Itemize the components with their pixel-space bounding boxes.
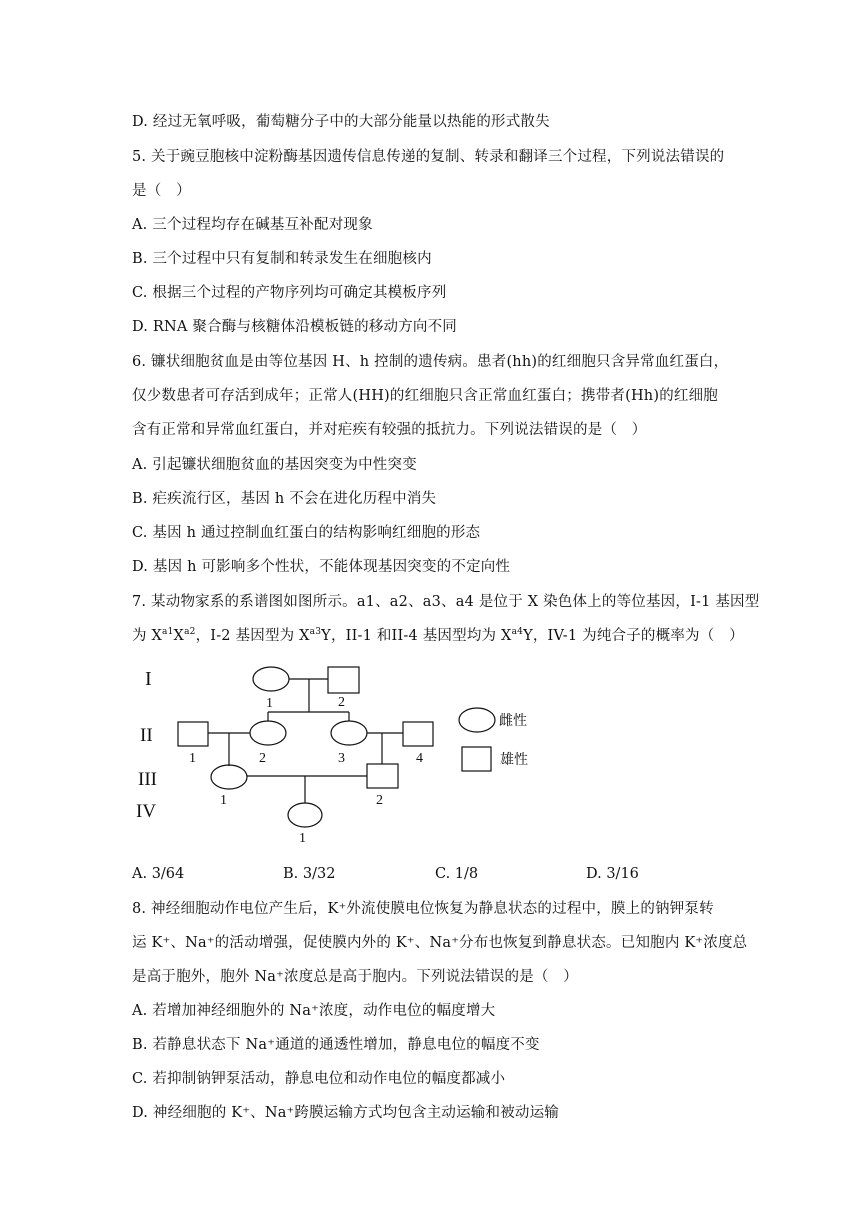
legend-male-label: 雄性 — [500, 752, 528, 768]
q7-allele-superscript-3: a3 — [309, 627, 322, 637]
q4-option-d: D. 经过无氧呼吸，葡萄糖分子中的大部分能量以热能的形式散失 — [132, 114, 550, 130]
male-iii-2 — [367, 764, 398, 788]
q5-option-d: D. RNA 聚合酶与核糖体沿模板链的移动方向不同 — [132, 319, 458, 335]
q7-option-c: C. 1/8 — [435, 866, 479, 882]
q6-stem-line-1: 6. 镰状细胞贫血是由等位基因 H、h 控制的遗传病。患者(hh)的红细胞只含异常血红蛋白， — [132, 354, 729, 370]
q6-option-b: B. 疟疾流行区，基因 h 不会在进化历程中消失 — [132, 491, 437, 507]
q7-text-part-3: ，I-2 基因型为 X — [195, 628, 310, 644]
generation-label-iv: IV — [136, 801, 157, 822]
q5-stem-line-1: 5. 关于豌豆胞核中淀粉酶基因遗传信息传递的复制、转录和翻译三个过程，下列说法错误的 — [132, 149, 725, 165]
individual-number-iii-2: 2 — [376, 793, 383, 808]
q6-option-a: A. 引起镰状细胞贫血的基因突变为中性突变 — [132, 457, 417, 473]
female-iv-1 — [288, 803, 322, 827]
q6-stem-line-3: 含有正常和异常血红蛋白，并对疟疾有较强的抵抗力。下列说法错误的是（ ） — [132, 422, 647, 438]
generation-label-i: I — [145, 668, 152, 690]
q7-stem-line-1: 7. 某动物家系的系谱图如图所示。a1、a2、a3、a4 是位于 X 染色体上的等位基因，I-1 基因型 — [132, 594, 760, 610]
q7-allele-superscript-1: a1 — [162, 627, 174, 637]
q7-text-part-1: 为 X — [132, 628, 163, 644]
q5-stem-line-2: 是（ ） — [132, 183, 191, 199]
individual-number-iv-1: 1 — [299, 831, 306, 846]
q6-option-d: D. 基因 h 可影响多个性状，不能体现基因突变的不定向性 — [132, 559, 511, 575]
q6-stem-line-2: 仅少数患者可存活到成年；正常人(HH)的红细胞只含正常血红蛋白；携带者(Hh)的红细胞 — [132, 388, 718, 404]
q8-option-d: D. 神经细胞的 K⁺、Na⁺跨膜运输方式均包含主动运输和被动运输 — [132, 1105, 560, 1121]
pedigree-chart — [132, 660, 552, 850]
q7-text-part-2: X — [173, 628, 185, 644]
individual-number-i-2: 2 — [338, 695, 345, 710]
legend-female-symbol — [459, 708, 495, 732]
q7-text-part-4: Y，II-1 和II-4 基因型均为 X — [321, 628, 512, 644]
generation-label-ii: II — [140, 725, 153, 746]
male-ii-4 — [403, 722, 433, 746]
individual-number-ii-4: 4 — [416, 751, 423, 766]
individual-number-i-1: 1 — [266, 696, 273, 711]
q8-stem-line-2: 运 K⁺、Na⁺的活动增强，促使膜内外的 K⁺、Na⁺分布也恢复到静息状态。已知胞内 K⁺浓度总 — [132, 935, 748, 951]
generation-label-iii: III — [138, 769, 157, 790]
q5-option-a: A. 三个过程均存在碱基互补配对现象 — [132, 217, 373, 233]
male-i-2 — [328, 667, 359, 693]
individual-number-ii-1: 1 — [189, 751, 196, 766]
q7-text-part-5: Y，IV-1 为纯合子的概率为（ ） — [523, 628, 744, 644]
q5-option-c: C. 根据三个过程的产物序列均可确定其模板序列 — [132, 285, 447, 301]
q6-option-c: C. 基因 h 通过控制血红蛋白的结构影响红细胞的形态 — [132, 525, 481, 541]
q8-option-c: C. 若抑制钠钾泵活动，静息电位和动作电位的幅度都减小 — [132, 1071, 506, 1087]
individual-number-ii-2: 2 — [259, 751, 266, 766]
q7-option-d: D. 3/16 — [586, 866, 639, 882]
q7-option-a: A. 3/64 — [132, 866, 185, 882]
female-iii-1 — [211, 765, 247, 789]
q5-option-b: B. 三个过程中只有复制和转录发生在细胞核内 — [132, 251, 432, 267]
q7-stem-line-2 — [132, 626, 752, 646]
female-ii-2 — [250, 721, 286, 745]
q7-option-b: B. 3/32 — [283, 866, 336, 882]
q8-stem-line-3: 是高于胞外，胞外 Na⁺浓度总是高于胞内。下列说法错误的是（ ） — [132, 969, 578, 985]
male-ii-1 — [178, 722, 208, 746]
q8-option-b: B. 若静息状态下 Na⁺通道的通透性增加，静息电位的幅度不变 — [132, 1037, 540, 1053]
female-i-1 — [253, 667, 289, 691]
q8-stem-line-1: 8. 神经细胞动作电位产生后，K⁺外流使膜电位恢复为静息状态的过程中，膜上的钠钾泵转 — [132, 901, 714, 917]
q8-option-a: A. 若增加神经细胞外的 Na⁺浓度，动作电位的幅度增大 — [132, 1003, 496, 1019]
female-ii-3 — [331, 721, 367, 745]
legend-male-symbol — [462, 747, 491, 771]
individual-number-iii-1: 1 — [220, 793, 227, 808]
q7-allele-superscript-4: a4 — [511, 627, 524, 637]
individual-number-ii-3: 3 — [338, 751, 345, 766]
legend-female-label: 雌性 — [499, 713, 527, 729]
q7-allele-superscript-2: a2 — [184, 627, 196, 637]
